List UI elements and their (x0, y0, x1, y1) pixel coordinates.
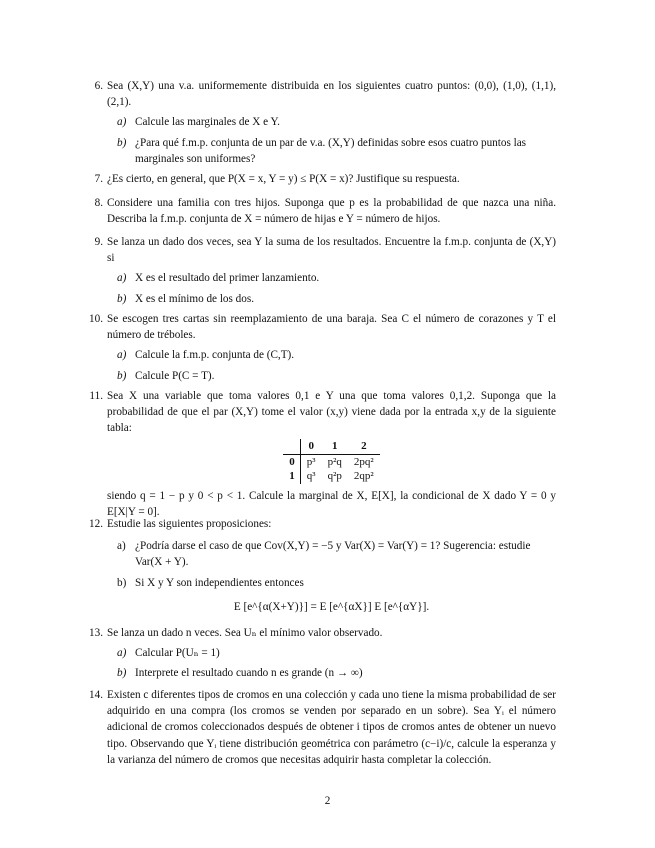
sub-item-label: a) (117, 272, 127, 285)
table-cell: 2qp² (353, 470, 374, 483)
problem-number: 9. (94, 236, 103, 248)
problem-number: 14. (89, 689, 103, 701)
sub-item-text: Calcular P(Uₙ = 1) (135, 647, 220, 660)
problem-13 (86, 625, 556, 682)
sub-item (107, 347, 556, 363)
sub-item-label: b) (117, 136, 127, 149)
sub-item-text: Calcule las marginales de X e Y. (135, 116, 280, 129)
problem-number: 8. (94, 197, 103, 209)
problem-text: Sea X una variable que toma valores 0,1 e Y una que toma valores 0,1,2. Suponga que la probabilidad de que el par (X,Y) tome el valor (x,y) viene dada por la entrada x,y de la siguiente tabla: (107, 390, 556, 435)
sub-item (107, 135, 556, 167)
problem-number: 10. (89, 313, 103, 325)
sub-item-label: a) (117, 349, 127, 362)
problem-6 (86, 78, 556, 167)
table-cell: q³ (306, 470, 316, 483)
problem-text: Se lanza un dado dos veces, sea Y la suma de los resultados. Encuentre la f.m.p. conjunta de (X,Y) si (107, 236, 556, 265)
table-column-header: 0 (300, 439, 321, 454)
problem-number: 12. (89, 518, 103, 530)
problem-text: Se lanza un dado n veces. Sea Uₙ el mínimo valor observado. (107, 627, 383, 639)
table-cell: 2pq² (353, 455, 374, 468)
sub-item (107, 575, 556, 591)
problem-9 (86, 234, 556, 307)
problem-text: Existen c diferentes tipos de cromos en una colección y cada uno tiene la misma probabilidad de ser adquirido en una compra (los cromos se venden por separado en un sobre). Sea Yᵢ el número adicional de cromos coleccionados después de obtener i tipos de cromos antes de obtener un nuevo tipo. Observando que Yᵢ tiene distribución geométrica con parámetro (c−i)/c, calcule la esperanza y la varianza del número de cromos que necesitas adquirir hasta completar la colección. (107, 689, 556, 766)
problem-number: 11. (89, 390, 103, 402)
table-corner (283, 439, 300, 454)
table-cell: p²q (327, 455, 342, 468)
sub-item-label: b) (117, 667, 127, 680)
problem-11 (86, 388, 556, 521)
sub-item-text: ¿Podría darse el caso de que Cov(X,Y) = −5 y Var(X) = Var(Y) = 1? Sugerencia: estudie Var(X + Y). (135, 540, 531, 569)
problem-text-continued: siendo q = 1 − p y 0 < p < 1. Calcule la marginal de X, E[X], la condicional de X dado Y = 0 y E[X|Y = 0]. (107, 490, 556, 519)
sub-item (107, 291, 556, 307)
table-cell: p³ (306, 455, 316, 468)
problem-8 (86, 195, 556, 227)
sub-item-text: Si X y Y son independientes entonces (135, 576, 304, 589)
sub-item-label: b) (117, 369, 127, 382)
sub-item-text: X es el resultado del primer lanzamiento. (135, 272, 320, 285)
table-row (283, 454, 379, 469)
sub-item-text: ¿Para qué f.m.p. conjunta de un par de v.a. (X,Y) definidas sobre esos cuatro puntos las marginales son uniformes? (135, 136, 527, 165)
sub-item-label: b) (117, 576, 127, 589)
sub-item-text: Calcule P(C = T). (135, 369, 215, 382)
problem-number: 7. (94, 173, 103, 185)
sub-item-label: a) (117, 116, 127, 129)
sub-item-label: a) (117, 540, 126, 553)
probability-table (283, 439, 379, 485)
problem-text: Considere una familia con tres hijos. Suponga que p es la probabilidad de que nazca una niña. Describa la f.m.p. conjunta de X = número de hijas e Y = número de hijos. (107, 197, 556, 226)
problem-text: Se escogen tres cartas sin reemplazamiento de una baraja. Sea C el número de corazones y T el número de tréboles. (107, 313, 556, 342)
problem-text: Estudie las siguientes proposiciones: (107, 518, 272, 530)
table-header-row (283, 439, 379, 454)
table-row-header: 0 (283, 454, 300, 469)
table-column-header: 2 (348, 439, 380, 454)
sub-item (107, 114, 556, 130)
problem-text: ¿Es cierto, en general, que P(X = x, Y = y) ≤ P(X = x)? Justifique su respuesta. (107, 173, 460, 185)
table-column-header: 1 (322, 439, 348, 454)
problem-12 (86, 516, 556, 617)
problem-number: 13. (89, 627, 103, 639)
problem-14 (86, 687, 556, 768)
sub-item-label: b) (117, 292, 127, 305)
table-cell: q²p (327, 470, 342, 483)
sub-item-label: a) (117, 647, 127, 660)
sub-item-text: Interprete el resultado cuando n es grande (n → ∞) (135, 667, 363, 680)
sub-item-text: X es el mínimo de los dos. (135, 292, 255, 305)
problem-number: 6. (94, 80, 103, 92)
sub-item (107, 368, 556, 384)
sub-item-text: Calcule la f.m.p. conjunta de (C,T). (135, 349, 295, 362)
problem-10 (86, 311, 556, 384)
problem-text: Sea (X,Y) una v.a. uniformemente distribuida en los siguientes cuatro puntos: (0,0), (1,0), (1,1), (2,1). (107, 80, 556, 109)
sub-item (107, 270, 556, 286)
problem-7 (86, 171, 556, 187)
table-row-header: 1 (283, 469, 300, 484)
sub-item (107, 538, 556, 570)
display-formula: E [e^{α(X+Y)}] = E [e^{αX}] E [e^{αY}]. (233, 600, 430, 613)
sub-item (107, 665, 556, 681)
page-number: 2 (324, 795, 331, 807)
table-row (283, 469, 379, 484)
sub-item (107, 645, 556, 661)
